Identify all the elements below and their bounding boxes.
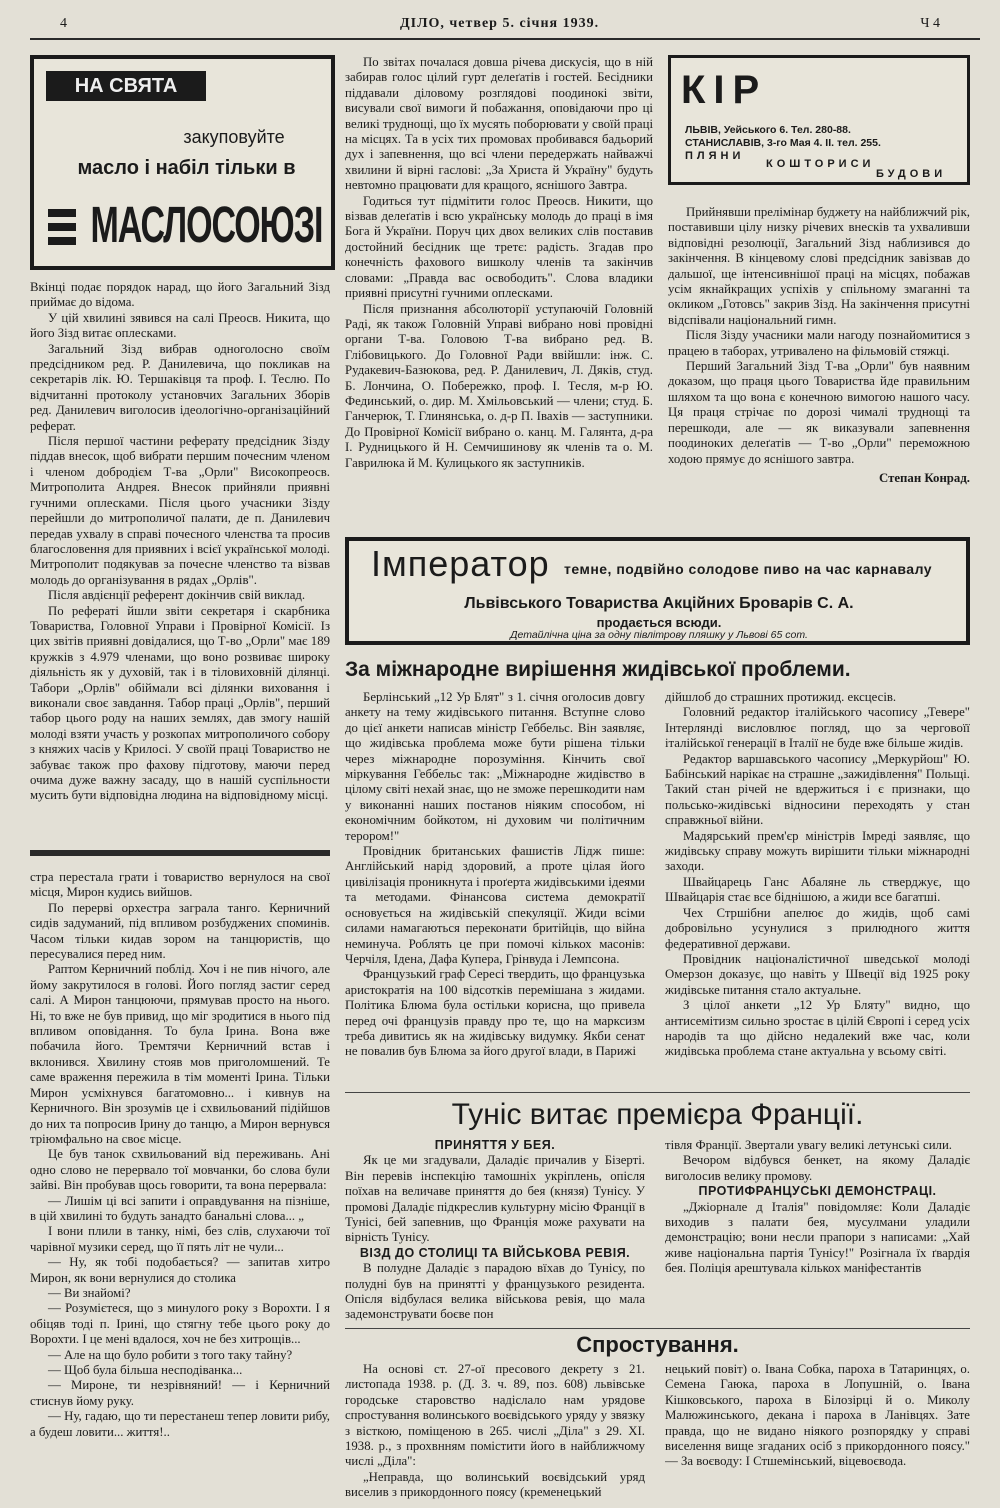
paragraph: Чех Стршібни апелює до жидів, щоб самі добровільно усунулися з прилюдного життя федеративної держави.: [665, 905, 970, 951]
paragraph: По рефераті йшли звіти секретаря і скарбника Товариства, Головної Управи і Провірної Комісії. Із цих звітів приявні довідалися, що Т-во „Орли" має 189 кружків з 4.979 членами, що воно розвиває широку діяльність як у духовій, так і в тіловиховній ділянці. Табори „Орлів" обіймали всі ділянки виховання і виконали своє завдання. Табор праці „Орлів", перший табор цього роду на наших землях, дав змогу нашій молоді взяти участь у розкопах митрополичого собору з княжих часів у Крилосі. У своїй праці Товариство не забуває також про фахову підготову, маючи перед очима дуже важну засаду, що в нашій суспільности мусить бути відповідна людина на відповідному місці.: [30, 603, 330, 803]
page-number: 4: [60, 16, 67, 31]
author-signature: Степан Конрад.: [879, 470, 970, 485]
paragraph: Після Зізду учасники мали нагоду познайомитися з працею в таборах, утривалено на фільмовій стяжці.: [668, 328, 970, 358]
section-heading: ВІЗД ДО СТОЛИЦІ ТА ВІЙСЬКОВА РЕВІЯ.: [359, 1245, 631, 1260]
article-orly-col2: [345, 55, 653, 525]
paragraph: Перший Загальний Зізд Т-ва „Орли" був наявним доказом, що праця цього Товариства йде правильним шляхом та що вона є конечною вимогою нашого часу. Ця праця стрічає по дорозі чималі труднощі та перешкоди, але — як виказували запевнення поодиноких делеґатів — Т-во „Орли" переможною ходою прямує до яснішого завтра.: [668, 359, 970, 466]
ad-line: закуповуйте: [183, 127, 285, 147]
paragraph: Вечором відбувся бенкет, на якому Даладіє виголосив велику промову.: [665, 1153, 970, 1183]
ad-maslosoyuz: [30, 55, 335, 270]
ad-line: масло і набіл тільки в: [77, 157, 296, 179]
stripes-icon: [48, 209, 76, 249]
paragraph: Вкінці подає порядок нарад, що його Загальний Зізд приймає до відома.: [30, 280, 330, 310]
paragraph: дійшлоб до страшних протижид. ексцесів.: [665, 690, 897, 704]
divider: [345, 1328, 970, 1329]
paragraph: Берлінський „12 Ур Блят" з 1. січня оголосив довгу анкету на тему жидівського питання. Вступне слово до цієї анкети написав міністр Геббельс. Він заявляє, що жидівська проблема може бути рішена тільки через міжнародне порозуміння. Кінчить свої міркування Геббельс так: „Міжнародне жидівство в цілому світі нехай знає, що не зможе перешкодити нам у виконанні наших постанов ніяким способом, ні економічним бойкотом, ні духовим чи політичним терором!": [345, 690, 645, 843]
paragraph: „Джіорнале д Італія" повідомляє: Коли Даладіє виходив з палати бея, мусулмани уладили демонстрацію; вони несли прапори з написами: „Хай живе національна партія Тунісу!" Розігнала їх ґвардія бея. Поліція арештувала кількох манiфестантів: [665, 1199, 970, 1276]
story-continuation: [30, 870, 330, 1500]
ad-service: ПЛЯНИ: [685, 150, 745, 162]
paragraph: стра перестала грати і товариство вернулося на свої місця, Мирон кудись вийшов.: [30, 870, 330, 900]
paragraph: „Неправда, що волинський воєвідський уряд виселив з прикордонного поясу (кременецький: [345, 1469, 645, 1500]
ad-brand: КІР: [681, 68, 768, 112]
article-tunis-right: [665, 1138, 970, 1323]
article-jewish-right: [665, 690, 970, 1088]
section-heading: ПРОТИФРАНЦУСЬКІ ДЕМОНСТРАЦІ.: [698, 1184, 937, 1199]
paragraph: Прийнявши прелімінар буджету на найближчий рік, поставивши цілу низку річевих внесків та ухваливши відповідні резолюції, Загальний Зізд наблизився до закінчення. В кінцевому слові предсідник завізвав до дальшої, ще інтенсивнішої праці на місцях, побажав усім якнайкращих успіхів у спільному змаганні та окликом „Готовсь" закрив Зізд. На закінчення присутні відспівали національний гимн.: [668, 205, 970, 327]
paragraph: По звітах почалася довша річева дискусія, що в ній забирав голос цілий гурт делеґатів і гостей. Бесідники піддавали діловому розглядові поодинокі звіти, висували свої вимоги й побажання, оповідаючи про ці великі труднощі, що їх мусять поборювати у своїй праці на місцях. Та в усіх тих промовах пробивався бадьорий дух і запевнення, що всі члени передержать найважчі хвилини й вірні гаслові: „За Христа й Україну" будуть невтомно працювати для кращого, яснішого Завтра.: [345, 55, 653, 193]
newspaper-dateline: ДІЛО, четвер 5. січня 1939.: [400, 16, 600, 31]
article-title: Спростування.: [576, 1332, 739, 1357]
paragraph: Редактор варшавського часопису „Меркурйош" Ю. Бабінський нарікає на страшне „зажидівлення" Польщі. Такий стан річей не вдержиться і є признаки, що польсько-жидівські відносини переходять у стан справжньої війни.: [665, 751, 970, 828]
paragraph: Французький граф Сересі твердить, що французька аристократія на 100 відсотків перемішана з жидами. Політика Блюма була остільки корисна, що привела перед очі французів правду про те, що на марксизм треба дивитись як на жидівську видумку. Якби сенат не повалив був Блюма за його другої влади, в Парижі: [345, 967, 645, 1059]
paragraph: нецький повіт) о. Івана Собка, пароха в Татаринцях, о. Семена Гаюка, пароха в Лопушній, о. Івана Кішковського, пароха в Білозірці й о. Миколу Малюжинського, декана і пароха в Ланівцях. Зате правда, що не видано ніякого розпорядку у справі виселення вище згаданих осіб з прикордонного поясу." — За воєводу: І Стшемінський, віцевоєвода.: [665, 1362, 970, 1469]
ad-company: Львівського Товариства Акційних Броварів С. А.: [464, 595, 854, 612]
paragraph: У цій хвилині зявився на салі Преосв. Никита, що його Зізд витає оплесками.: [30, 310, 330, 341]
issue-number: Ч 4: [920, 16, 940, 31]
ad-service: КОШТОРИСИ: [766, 158, 875, 170]
paragraph: Швайцарець Ганс Абаляне ль стверджує, що Швайцарія стає все біднішою, а жиди все багатші.: [665, 874, 970, 905]
section-heading: ПРИНЯТТЯ У БЕЯ.: [434, 1138, 556, 1152]
paragraph: Як це ми згадували, Даладіє причалив у Бізерті. Він перевів інспекцію тамошніх укріплень, опісля поїхав на величаве приняття до бея (князя) Тунісу. У промові Даладіє підкреслив культурну місію Франції в Тунісі, бей запевнив, що Франція може рахувати на вірність Тунісу.: [345, 1153, 645, 1245]
article-sprost-right: [665, 1362, 970, 1502]
paragraph: Це був танок схвильований від переживань. Ані одно слово не перервало тої мовчанки, бо слова були зайві. Він пробував щось говорити, та вона перервала:: [30, 1147, 330, 1193]
ad-imperator: [345, 537, 970, 645]
paragraph: Мадярський прем'єр міністрів Імреді заявляє, що жидівську справу можуть вирішити тільки міжнародні заходи.: [665, 828, 970, 874]
paragraph: По перерві орхестра заграла танго. Керничний сидів задуманий, під впливом розбуджених споминів. Часом тільки кидав зором на танцюристів, що пересувалися перед ним.: [30, 900, 330, 962]
paragraph: Годиться тут підмітити голос Преосв. Никити, що візвав делеґатів і всю українську молодь до праці в імя Бога й України. Поруч цих двох великих слів поставив достойний бесідник ще третє: радість. Згадав про конечність фахового вишколу членів та закінчив словами: „Правда вас освободить". Слова владики приявні присутні гучними оплесками.: [345, 193, 653, 301]
article-title: Туніс витає премієра Франції.: [451, 1098, 864, 1131]
ad-headline: НА СВЯТА: [46, 71, 206, 101]
ad-address: ЛЬВІВ, Уейського 6. Тел. 280-88.: [685, 124, 851, 136]
paragraph: І вони плили в танку, німі, без слів, слухаючи тої чарівної музики серед, що її пять літ не чули...: [30, 1224, 330, 1254]
paragraph: — Розумієтеся, що з минулого року з Ворохти. І я обіцяв тоді п. Ірині, що стягну тебе цього року до Ворохти. І це мені вдалося, хоч не без хитрощів...: [30, 1301, 330, 1347]
article-orly-col1: [30, 280, 330, 835]
divider: [345, 1092, 970, 1093]
paragraph: — Ну, гадаю, що ти перестанеш тепер ловити рибу, а будеш ловити... життя!..: [30, 1409, 330, 1439]
ad-kir: [668, 55, 970, 185]
paragraph: — Але на що було робити з того таку тайну?: [48, 1347, 293, 1362]
article-orly-col3: [668, 205, 970, 525]
article-title: За міжнародне вирішення жидівської проблеми.: [345, 658, 851, 681]
ad-address: СТАНИСЛАВІВ, 3-го Мая 4. II. тел. 255.: [685, 137, 881, 149]
ad-sold: продається всюди.: [596, 615, 722, 630]
paragraph: Після авдієнції референт докінчив свій виклад.: [48, 588, 306, 603]
paragraph: На основі ст. 27-ої пресового декрету з 21. листопада 1938. р. (Д. З. ч. 89, поз. 608) львівське городське старовство надіслало нам урядове спростування волинського воєвідського уряду у звязку з вісткою, поміщеною в 265. числі „Діла" з 29. XI. 1938. р., з прохвнням помістити його в найближчому числі „Діла":: [345, 1362, 645, 1469]
ad-brand: Імператор: [371, 543, 550, 584]
paragraph: Після признання абсолюторії уступаючій Головній Раді, як також Головній Управі вибрано нові провідні органи Т-ва. Головою Т-ва вибрано ред. В. Глібовицького. До Головної Ради ввійшли: інж. С. Рудакевич-Базюкова, ред. Р. Данилевич, Л. Дяків, студ. Б. Лончина, О. Побережко, проф. І. Тесля, м-р Ю. Фединський, о. дир. М. Хмільовський — члени; студ. Б. Ганчерюк, Т. Глинянська, о. д-р П. Івахів — заступники. До Провірної Комісії вибрано о. канц. М. Галянта, д-ра І. Рудницького й Н. Семчишинову як членів та о. М. Гаврилюка й М. Кулицького як заступників.: [345, 301, 653, 470]
paragraph: — Мироне, ти незрівняний! — і Керничний стиснув йому руку.: [30, 1378, 330, 1408]
page-header: [30, 12, 980, 40]
paragraph: Після першої частини реферату предсідник Зізду піддав внесок, щоб вибрати першим почесним членом і членом добродієм Т-ва „Орли" Високопреосв. Митрополита Андрея. Внесок прийняли приявні гучними оплесками. Після цього учасники Зізду перейшли до митрополичої палати, де п. Данилевич передав ухвалу в справі почесного членства та просив благословення для приявних і всієї української молоді. Митрополит подякував за почесне членство та візвав молодь до організування в рядах „Орлів".: [30, 434, 330, 587]
paragraph: В полудне Даладіє з парадою вїхав до Тунісу, по полудні був на принятті у французького резидента. Опісля відбулася велика військова ревія, що мала задемонструвати боєве пон: [345, 1261, 645, 1322]
article-jewish-left: [345, 690, 645, 1088]
divider: [30, 850, 330, 856]
paragraph: Загальний Зізд вибрав одноголосно своїм предсідником ред. Р. Данилевича, що покликав на секретарів лік. Ю. Тершаківця та проф. І. Теслю. По відчитанні протоколу установчих Загальних Зборів ред. Данилевич виголосив ідеологічно-організаційний реферат.: [30, 341, 330, 433]
paragraph: — Ви знайомі?: [48, 1285, 131, 1300]
paragraph: — Ну, як тобі подобається? — запитав хитро Мирон, як вони вернулися до столика: [30, 1255, 330, 1285]
paragraph: — Лишім ці всі запити і оправдування на пізніше, в цій хвилині то будуть занадто банальні слова... „: [30, 1193, 330, 1223]
ad-brand: МАСЛОСОЮЗІ: [90, 197, 323, 254]
paragraph: — Щоб була більша несподіванка...: [48, 1363, 243, 1377]
article-sprost-left: [345, 1362, 645, 1502]
paragraph: тівля Франції. Звертали увагу великі летунські сили.: [665, 1138, 952, 1152]
ad-tagline: темне, подвійно солодове пиво на час карнавалу: [564, 561, 933, 577]
paragraph: Провідник британських фашистів Лідж пише: Англійський нарід здоровий, а проте цілая його цивілізація проникнута і проґерта жидівськими ідеями та методами. Фінансова система демократії основується на жидівській спекуляції. Жиди всіми силами намагаються переконати бритійців, що війна неминуча. Роблять це при помочі кількох масонів: Черчіля, Ідена, Дафа Купера, Грінвуда і Лемпсона.: [345, 844, 645, 966]
paragraph: Провідник націоналістичної шведської молоді Омерзон доказує, що навіть у Швеції від 1925 року жидівське питання стало актуальне.: [665, 951, 970, 997]
paragraph: Раптом Керничний поблід. Хоч і не пив нічого, але йому закрутилося в голові. Його погляд застиг серед салі. А Мирон танцюючи, прямував просто на нього. Ні, то вже не був привид, що міг зродитися в нього під впливом оповідання. То була Ірина. Вона вже побачила його. Тремтячи Керничний встав і вклонився. Хвилину стояв мов приголомшений. Те саме враження пережила в тім моменті Ірина. Тільки Мирон усміхнувся багатомовно... і кивнув на Керничного. Він зрозумів це і схвильований підійшов до них та попросив Ірину до танцю, а Мирон вернувся тріюмфально на своє місце.: [30, 962, 330, 1146]
paragraph: Головний редактор італійського часопису „Тевере" Інтерлянді висловлює погляд, що за черговоїї італійської генерації в Італії не буде вже більше жидів.: [665, 705, 970, 751]
ad-service: БУДОВИ: [876, 168, 947, 180]
paragraph: З цілої анкети „12 Ур Блятy" видно, що антисемітизм сильно зростає в цілій Європі і серед усіх народів та що дійсно недалекий вже час, коли жидівська проблема стане актуальна у всьому світі.: [665, 998, 970, 1059]
article-tunis-left: [345, 1138, 645, 1323]
ad-price: Детайлічна ціна за одну півлітрову пляшку у Львові 65 сот.: [510, 629, 808, 641]
